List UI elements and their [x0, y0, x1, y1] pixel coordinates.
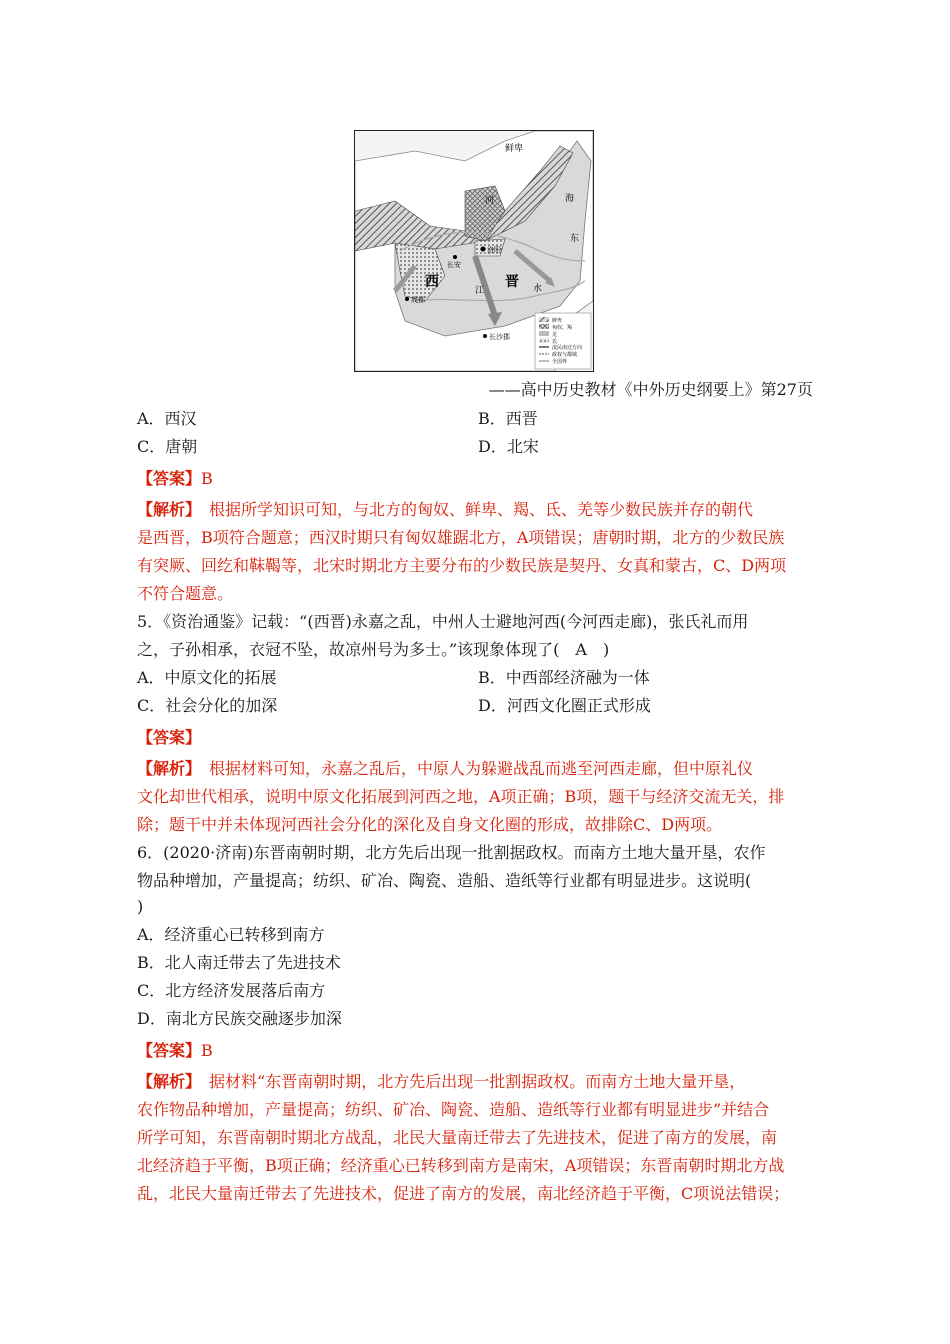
map-label: 鲜卑	[505, 144, 524, 154]
legend-text: 羌	[552, 332, 558, 338]
map-label: 河	[485, 196, 495, 206]
q6-option-b: B．北人南迁带去了先进技术	[137, 953, 341, 972]
answer-label: 【答案】	[137, 1041, 202, 1060]
answer-value: B	[201, 469, 213, 488]
legend-text: 匈奴、羯	[552, 325, 573, 331]
q4-option-d: D．北宋	[478, 437, 539, 456]
q6-stem-line-1: 6．(2020·济南)东晋南朝时期，北方先后出现一批割据政权。而南方土地大量开垦，农作	[137, 843, 766, 862]
map-label: 海	[565, 194, 575, 204]
map-graphic	[355, 131, 593, 371]
changsha-dot	[483, 334, 487, 338]
q5-analysis-line-3: 除；题干中并未体现河西社会分化的深化及自身文化圈的形成，故排除C、D两项。	[137, 815, 723, 834]
analysis-label: 【解析】	[137, 500, 194, 519]
q5-option-a: A．中原文化的拓展	[137, 668, 277, 687]
legend-text: 全国界	[552, 359, 568, 365]
q4-option-b: B．西晋	[478, 409, 538, 428]
q5-stem-line-2: 之，子孙相承，衣冠不坠，故凉州号为多士。”该现象体现了( A )	[137, 640, 610, 659]
legend-text: 政权与都城	[552, 352, 578, 358]
analysis-text: 根据所学知识可知，与北方的匈奴、鲜卑、羯、氐、羌等少数民族并存的朝代	[209, 500, 754, 519]
legend-text: 氐	[552, 339, 558, 345]
map-label: 江	[475, 286, 485, 296]
analysis-text: 据材料“东晋南朝时期，北方先后出现一批割据政权。而南方土地大量开垦，	[209, 1072, 746, 1091]
q5-option-d: D．河西文化圈正式形成	[478, 696, 651, 715]
answer-label: 【答案】	[137, 469, 202, 488]
q4-analysis-line-3: 有突厥、回纥和靺鞨等，北宋时期北方主要分布的少数民族是契丹、女真和蒙古，C、D两项	[137, 556, 787, 575]
q6-answer	[137, 1041, 213, 1061]
q4-answer	[137, 469, 213, 489]
q4-analysis-line-2: 是西晋，B项符合题意；西汉时期只有匈奴雄踞北方，A项错误；唐朝时期，北方的少数民族	[137, 528, 785, 547]
analysis-text: 根据材料可知，永嘉之乱后，中原人为躲避战乱而逃至河西走廊，但中原礼仪	[209, 759, 754, 778]
map-label: 东	[570, 234, 580, 244]
answer-value: B	[201, 1041, 213, 1060]
map-label: 西	[425, 274, 439, 290]
q5-option-c: C．社会分化的加深	[137, 696, 278, 715]
q4-option-a: A．西汉	[137, 409, 197, 428]
q5-stem-line-1: 5．《资治通鉴》记载：“(西晋)永嘉之乱，中州人士避地河西(今河西走廊)，张氏礼而用	[137, 612, 749, 631]
q6-stem-line-2: 物品种增加，产量提高；纺织、矿冶、陶瓷、造船、造纸等行业都有明显进步。这说明(	[137, 871, 752, 890]
q5-analysis-line-1	[137, 759, 753, 779]
q6-option-a: A．经济重心已转移到南方	[137, 925, 325, 944]
map-label: 长安	[447, 261, 461, 269]
q6-analysis-line-3: 所学可知，东晋南朝时期北方战乱，北民大量南迁带去了先进技术，促进了南方的发展，南	[137, 1128, 778, 1147]
map-label: 晋	[505, 274, 519, 290]
q4-analysis-line-4: 不符合题意。	[137, 584, 234, 603]
q5-analysis-line-2: 文化却世代相承，说明中原文化拓展到河西之地，A项正确；B项，题干与经济交流无关，排	[137, 787, 785, 806]
legend-text: 鲜卑	[552, 318, 563, 324]
historical-map	[354, 130, 594, 372]
analysis-label: 【解析】	[137, 1072, 194, 1091]
q6-option-c: C．北方经济发展落后南方	[137, 981, 326, 1000]
map-label: 长沙郡	[489, 333, 510, 341]
q6-analysis-line-1	[137, 1072, 745, 1092]
q6-analysis-line-4: 北经济趋于平衡，B项正确；经济重心已转移到南方是南宋，A项错误；东晋南朝时期北方战	[137, 1156, 785, 1175]
q4-option-c: C．唐朝	[137, 437, 198, 456]
q6-analysis-line-5: 乱，北民大量南迁带去了先进技术，促进了南方的发展，南北经济趋于平衡，C项说法错误；	[137, 1184, 790, 1203]
map-label: 成都	[411, 296, 425, 304]
chengdu-dot	[405, 297, 409, 301]
q6-stem-line-3: )	[137, 897, 144, 916]
map-caption: ——高中历史教材《中外历史纲要上》第27页	[488, 380, 813, 399]
q5-option-b: B．中西部经济融为一体	[478, 668, 650, 687]
map-label: 洛阳	[487, 246, 501, 254]
q6-analysis-line-2: 农作物品种增加，产量提高；纺织、矿冶、陶瓷、造船、造纸等行业都有明显进步”并结合	[137, 1100, 770, 1119]
luoyang-dot	[481, 247, 486, 252]
q4-analysis-line-1	[137, 500, 753, 520]
q6-option-d: D．南北方民族交融逐步加深	[137, 1009, 342, 1028]
map-legend	[535, 313, 591, 369]
map-label: 水	[533, 284, 543, 294]
analysis-label: 【解析】	[137, 759, 194, 778]
legend-text: 流民南迁方向	[552, 345, 583, 351]
changan-dot	[453, 255, 457, 259]
q5-answer-label: 【答案】	[137, 728, 202, 747]
